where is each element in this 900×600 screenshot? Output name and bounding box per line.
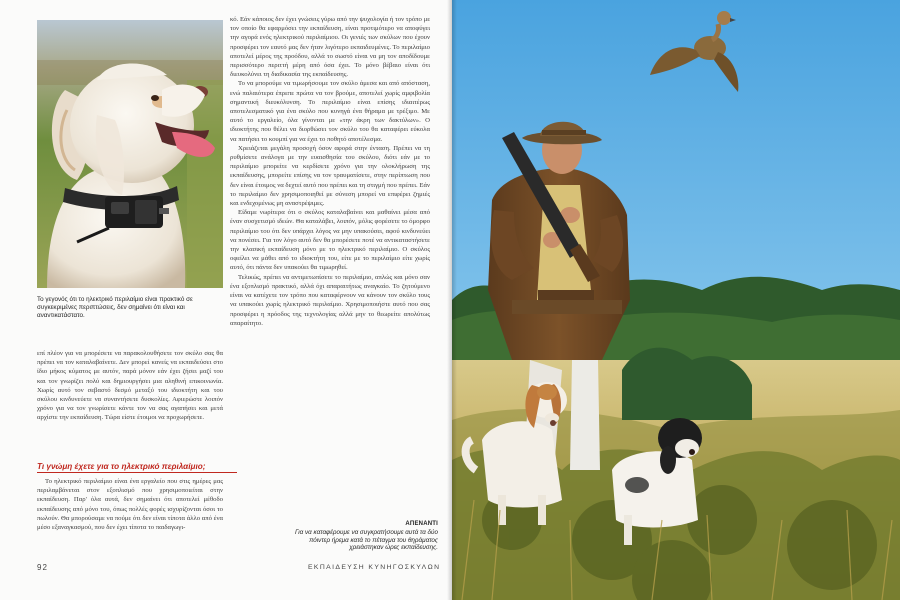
setter-dog-photo [37, 20, 223, 288]
paragraph: Το ηλεκτρικό περιλαίμιο είναι ένα εργαλείο που στις ημέρες μας περιλαμβάνεται στον εξοπλισμό που χρησιμοποιείται στην εκπαίδευση. Παρ' όλα αυτά, δεν σημαίνει ότι αποτελεί μέθοδο εκπαίδευσης από μόνο του, όπως πολλές φορές ισχυρίζονται όσοι το πωλούν. Θα μπορούσαμε να πούμε ότι δεν είναι τίποτα άλλο από ένα μέσο εξαναγκασμού, που δεν έχει τίποτα το παιδαγωγι- [37, 478, 223, 532]
running-head: ΕΚΠΑΙΔΕΥΣΗ ΚΥΝΗΓΟΣΚΥΛΩΝ [308, 564, 441, 571]
caption-text: Για να καταφέρουμε να συγκρατήσουμε αυτά τα δύο πόιντερ ήρεμα κατά το πέταγμα του θηράματος χρειάστηκαν ώρες εκπαίδευσης. [294, 528, 438, 552]
paragraph: Το να μπορούμε να τιμωρήσουμε τον σκύλο άμεσα και από απόσταση, ενώ παλαιότερα έπρεπε πρώτα να τον βρούμε, αποτελεί χωρίς αμφιβολία σημαντική διευκόλυνση. Το περιλαίμιο είναι επίσης ιδιαιτέρως αποτελεσματικό για ένα σκύλο που κυνηγά ένα θήραμα με τρέξιμο. Με αυτό το εργαλείο, όλα γίνονται με «την άκρη των δακτύλων». Ο ιδιοκτήτης που θέλει να διορθώσει τον σκύλο του θα καταφέρει εύκολα να πατήσει το κουμπί για να έχει το ποθητό αποτέλεσμα. [230, 80, 430, 143]
opposite-photo-caption [286, 521, 438, 552]
hunter-pointers-photo [452, 0, 900, 600]
section-heading: Τι γνώμη έχετε για το ηλεκτρικό περιλαίμιο; [37, 462, 237, 473]
photo-caption: Το γεγονός ότι το ηλεκτρικό περιλαίμιο είναι πρακτικό σε συγκεκριμένες περιπτώσεις, δεν σημαίνει ότι είναι και αναντικατάστατο. [37, 296, 193, 319]
body-text-column-right [230, 15, 430, 328]
body-text-column-left-continued [37, 477, 223, 532]
paragraph: Χρειάζεται μεγάλη προσοχή όσον αφορά στην ένταση. Πρέπει να τη ρυθμίσετε ανάλογα με την ευαισθησία του σκύλου, διότι εάν με το περιλαίμιο μπορείτε να κερδίσετε χρόνο για την ολοκλήρωση της εκπαίδευσης, μπορείτε επίσης να τον τραυματίσετε, στην περίπτωση που δεν είναι έτοιμος να δεχτεί αυτό που πρέπει και τη στιγμή που πρέπει. Εάν το περιλαίμιο δεν χρησιμοποιηθεί με σύνεση μπορεί να επιφέρει ζημιές και ενδεχομένως μη αναστρέψιμες. [230, 144, 430, 208]
caption-title: ΑΠΕΝΑΝΤΙ [405, 521, 438, 527]
paragraph: Είδαμε νωρίτερα ότι ο σκύλος καταλαβαίνει και μαθαίνει μέσα από έναν συσχετισμό ιδεών. Θα καταλάβει, λοιπόν, μόλις φορέσετε το όμορφο περιλαίμιο του ότι δεν υπάρχει λόγος να μην υπακούσει, αφού κινδυνεύει να πονέσει. Για τον λόγο αυτό δεν θα μπορέσετε ποτέ να αντικαταστήσετε την κλασική εκπαίδευση μόνο με το ηλεκτρικό περιλαίμιο. Ο σκύλος οφείλει να μάθει από το ιδιοκτήτη του, είτε με το περιλαίμιο είτε χωρίς αυτό, ότι πάντα δεν υπακούει θα τιμωρηθεί. [230, 209, 430, 272]
paragraph: επί πλέον για να μπορέσετε να παρακολουθήσετε τον σκύλο σας θα πρέπει να τον καταλαβαίνετε. Δεν μπορεί κανείς να εκπαιδεύσει στο ίδιο μήκος κύματος με αυτόν, παρά μόνον εάν έχει ζήσει μαζί του και τον γνωρίζει πολύ και δημιουργήσει μια αληθινή επικοινωνία. Χωρίς αυτό τον σεβαστό δεσμό μεταξύ του ιδιοκτήτη και του σκύλου κινδυνεύετε να συναντήσετε δυσκολίες. Αφιερώστε λοιπόν χρόνο για να τον γνωρίσετε κάντε τον να σας αγαπήσει και μετά αρχίστε την εκπαίδευση. Τώρα είστε έτοιμοι να προχωρήσετε. [37, 350, 223, 422]
body-text-column-left [37, 349, 223, 423]
paragraph: Τελικώς, πρέπει να αντιμετωπίσετε το περιλαίμιο, απλώς και μόνο σαν ένα εξοπλισμό πρακτικό, αλλά όχι απαραιτήτως αναγκαίο. Το ζητούμενο είναι να κατέχετε τον τρόπο που καταφέρνουν να κάνουν τον σκύλο τους να υπακούει χωρίς ηλεκτρικό περιλαίμιο. Χρησιμοποιήστε αυτό που σας προσφέρει η πρόοδος της τεχνολογίας αλλά μην το θεωρείτε απολύτως απαραίτητο. [230, 273, 430, 327]
page-number: 92 [37, 563, 48, 572]
paragraph: κό. Εάν κάποιος δεν έχει γνώσεις γύρω από την ψυχολογία ή τον τρόπο με τον οποίο θα εφαρμόσει την εκπαίδευση, είναι προτιμότερο να αποφύγει την αγορά ενός ηλεκτρικού περιλαίμιου. Οι γενιές των σκύλων που έχουν προσφέρει τον εαυτό μας δεν ήταν λιγότερο εκπαιδευμένες. Το περιλαίμιο αποτελεί μέρος της προόδου, αλλά το σωστό είναι να μη τον αποδίδουμε περισσότερο περιττή μέρη από όσα έχει. Το μόνο βέβαιο είναι ότι διευκολύνει τη διαδικασία της εκπαίδευσης. [230, 16, 430, 79]
page-gutter [447, 0, 457, 600]
